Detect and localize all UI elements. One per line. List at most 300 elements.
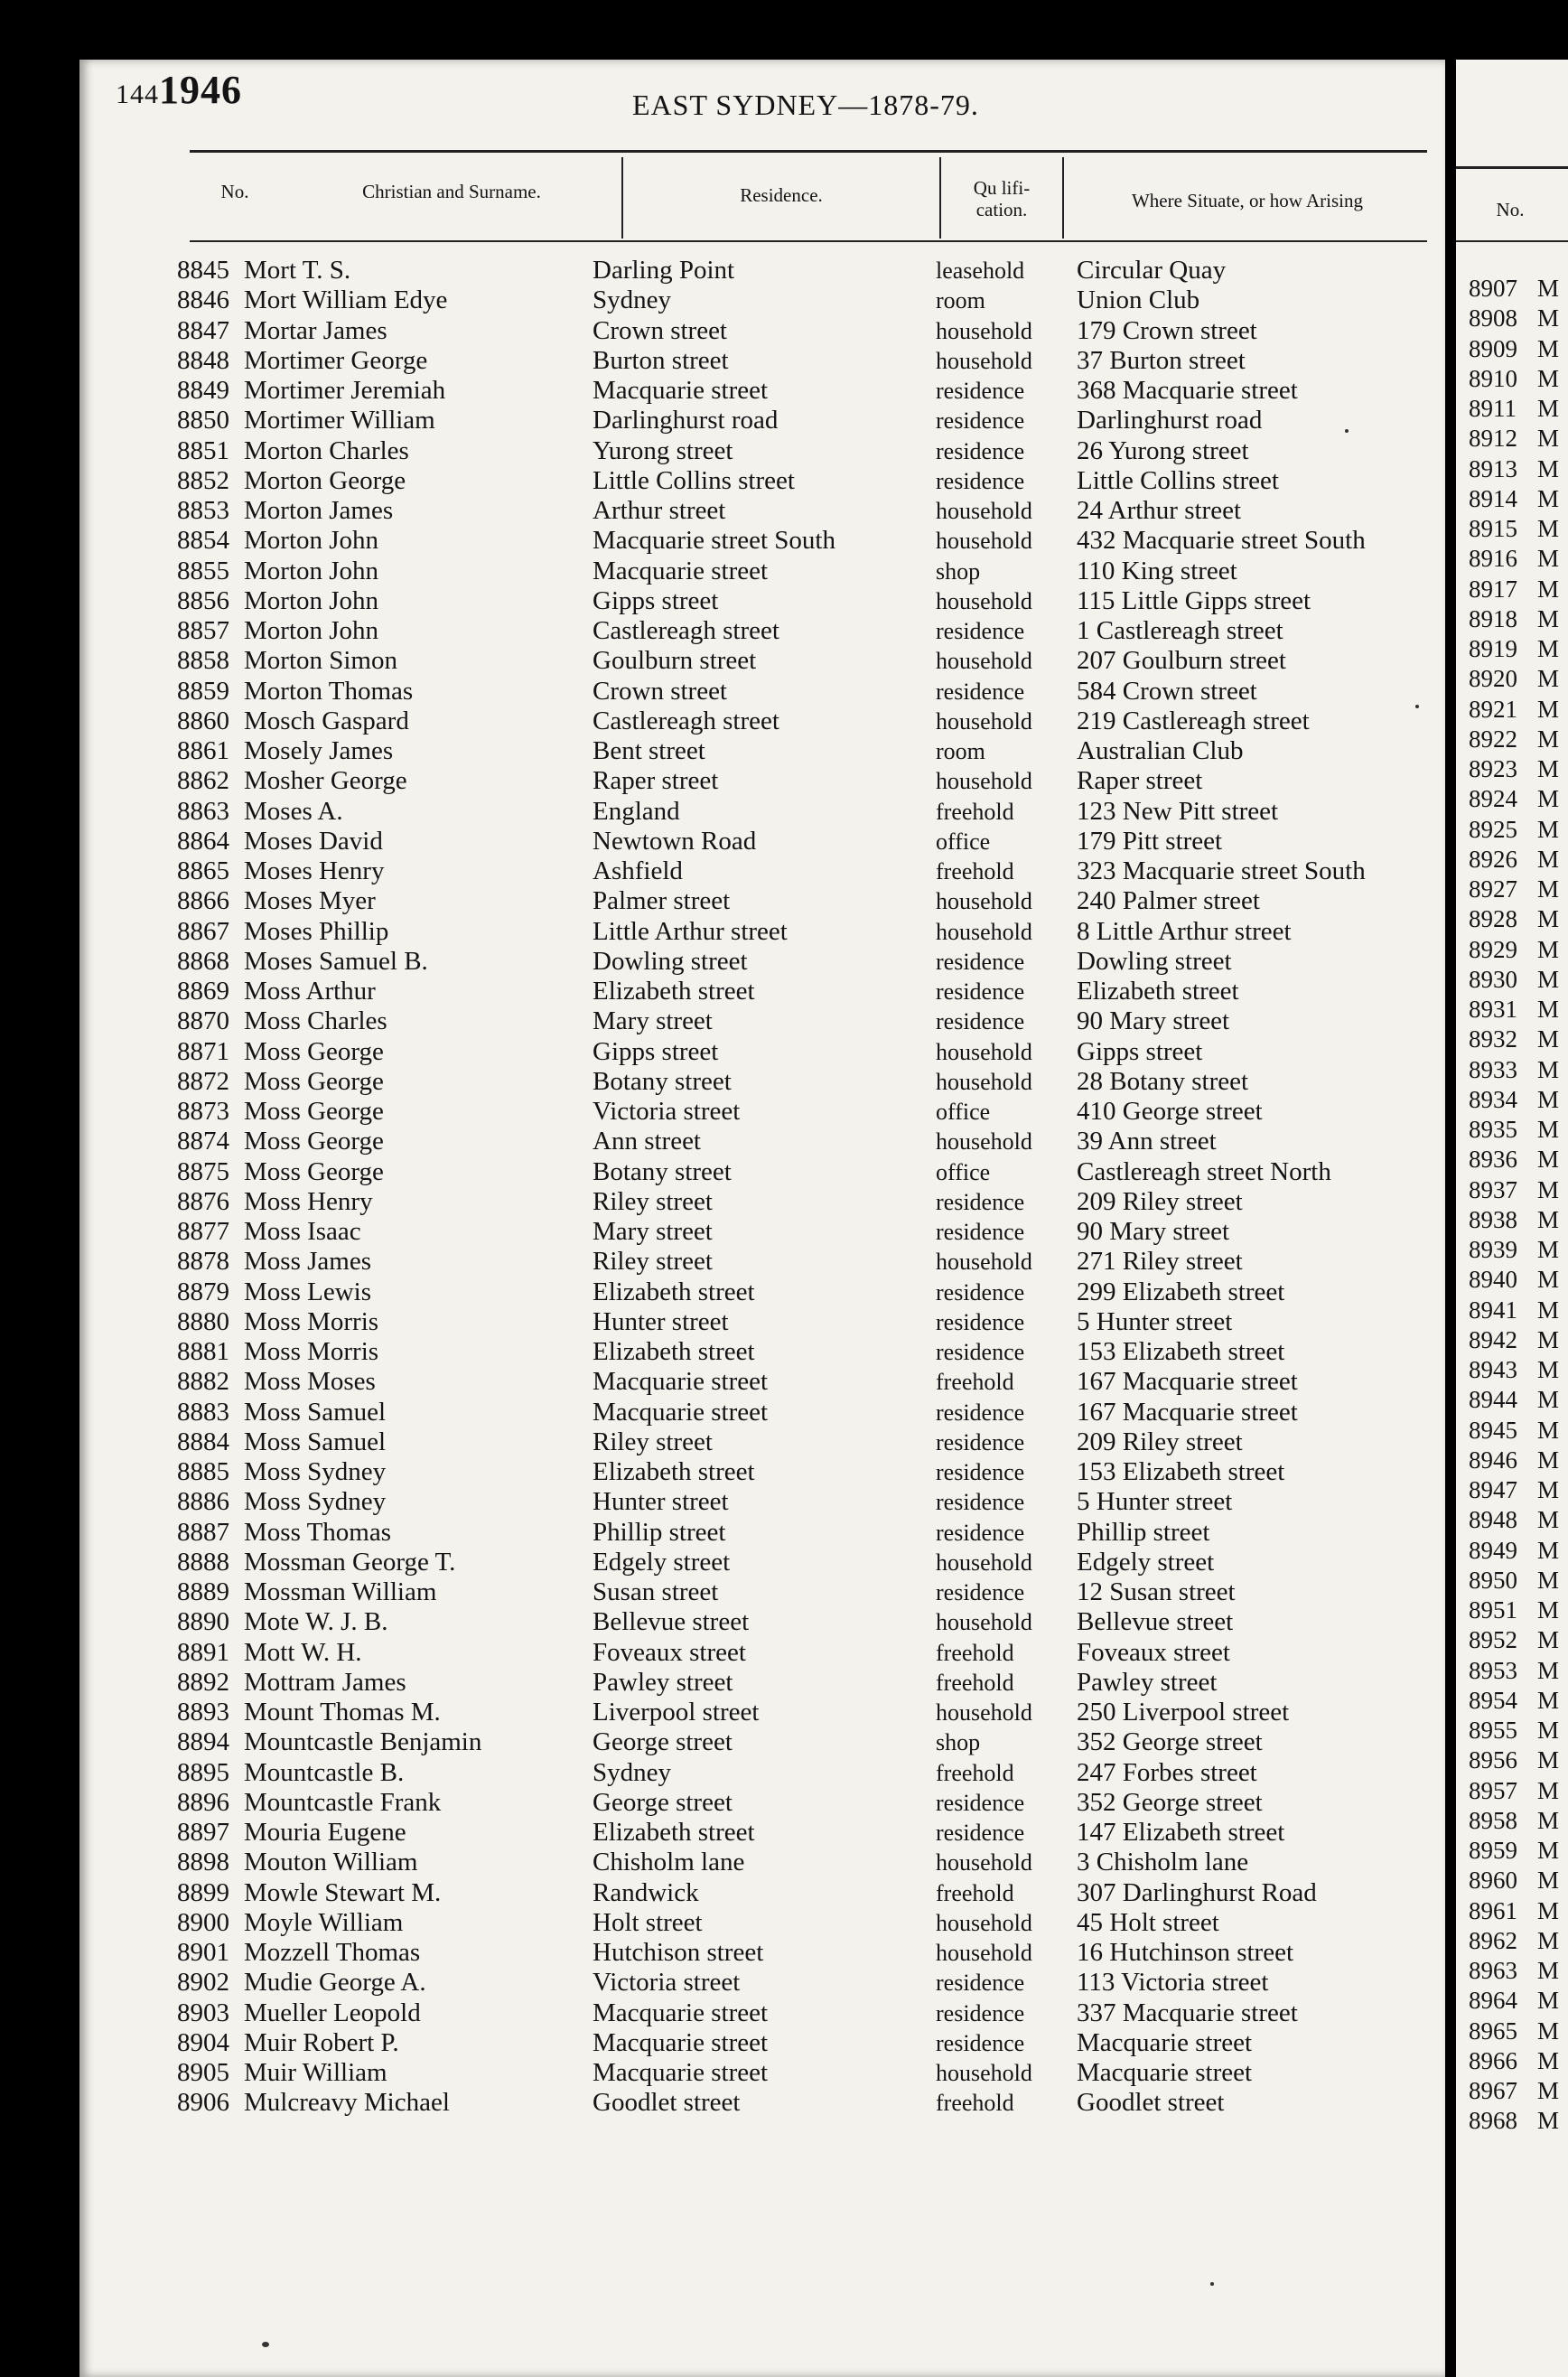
next-page-entry-number: 8927 (1469, 875, 1517, 903)
entry-where: Macquarie street (1077, 2058, 1253, 2087)
entry-qualification: residence (936, 1519, 1025, 1546)
register-entry (0, 1998, 1445, 2028)
entry-qualification: shop (936, 557, 981, 585)
next-page-entry-initial: M (1537, 1626, 1560, 1654)
next-page-entry-number: 8947 (1469, 1476, 1517, 1503)
ink-speck (262, 2342, 269, 2347)
register-entry (0, 1668, 1445, 1698)
entry-name: Moss Moses (244, 1367, 376, 1397)
next-page-entry-initial: M (1537, 1596, 1560, 1624)
entry-qualification: residence (936, 437, 1025, 464)
entry-qualification: freehold (936, 858, 1014, 884)
next-page-entry-number: 8940 (1469, 1266, 1517, 1294)
entry-where: 432 Macquarie street South (1077, 526, 1366, 556)
column-header-no: No. (220, 181, 249, 202)
entry-where: 113 Victoria street (1077, 1968, 1269, 1998)
entry-where: 247 Forbes street (1077, 1757, 1257, 1787)
register-entry (0, 1157, 1445, 1187)
entry-number: 8869 (177, 977, 229, 1006)
entry-residence: Randwick (593, 1877, 699, 1907)
next-page-entry-initial: M (1537, 755, 1560, 782)
entry-where: Little Collins street (1077, 465, 1279, 495)
register-entry (0, 1006, 1445, 1036)
entry-residence: Elizabeth street (593, 977, 755, 1006)
next-page-entry-number: 8963 (1469, 1957, 1517, 1984)
entry-where: 337 Macquarie street (1077, 1998, 1298, 2027)
next-page-entry-number: 8910 (1469, 364, 1517, 392)
entry-residence: George street (593, 1727, 733, 1757)
entry-name: Mosch Gaspard (244, 706, 409, 735)
next-page-entry-number: 8942 (1469, 1325, 1517, 1353)
register-entry (0, 2088, 1445, 2118)
next-page-entry-initial: M (1537, 965, 1560, 993)
entry-residence: Ashfield (593, 856, 683, 885)
next-page-entry-number: 8933 (1469, 1055, 1517, 1083)
register-entry (0, 557, 1445, 586)
entry-residence: Hutchison street (593, 1938, 764, 1967)
entry-name: Moss Thomas (244, 1517, 392, 1547)
register-entry (0, 1337, 1445, 1367)
entry-residence: Mary street (593, 1217, 713, 1246)
entry-number: 8906 (177, 2088, 229, 2118)
entry-qualification: household (936, 498, 1032, 524)
entry-where: 271 Riley street (1077, 1247, 1243, 1277)
entry-name: Morton George (244, 465, 406, 495)
entry-where: 219 Castlereagh street (1077, 706, 1310, 735)
entry-where: 299 Elizabeth street (1077, 1277, 1285, 1306)
register-entry (0, 977, 1445, 1006)
entry-residence: Hunter street (593, 1487, 729, 1517)
entry-qualification: residence (936, 1489, 1025, 1516)
entry-name: Moss Sydney (244, 1487, 387, 1517)
entry-number: 8849 (177, 376, 229, 405)
register-entry (0, 1367, 1445, 1397)
next-page-entry-number: 8961 (1469, 1896, 1517, 1924)
entry-where: 410 George street (1077, 1097, 1263, 1126)
next-page-entry-initial: M (1537, 1896, 1560, 1924)
next-page-entry-initial: M (1537, 425, 1560, 453)
register-entry (0, 1187, 1445, 1217)
entry-qualification: household (936, 707, 1032, 735)
entry-number: 8872 (177, 1066, 229, 1096)
entry-number: 8856 (177, 585, 229, 615)
register-entry (0, 436, 1445, 466)
entry-number: 8863 (177, 796, 229, 826)
entry-number: 8891 (177, 1637, 229, 1667)
entry-residence: George street (593, 1787, 733, 1817)
next-page-entry-initial: M (1537, 1205, 1560, 1233)
next-page-entry-initial: M (1537, 1416, 1560, 1444)
entry-name: Morton Charles (244, 435, 409, 465)
entry-qualification: residence (936, 678, 1025, 705)
register-entry (0, 886, 1445, 916)
register-entry (0, 1067, 1445, 1097)
next-page-entry-initial: M (1537, 785, 1560, 813)
register-entry (0, 1577, 1445, 1607)
entry-name: Moss Samuel (244, 1397, 387, 1427)
entry-residence: Macquarie street (593, 2058, 769, 2087)
entry-where: Bellevue street (1077, 1607, 1234, 1637)
entry-number: 8882 (177, 1367, 229, 1397)
entry-where: 209 Riley street (1077, 1427, 1243, 1456)
header-divider-2 (939, 157, 941, 239)
entry-number: 8898 (177, 1848, 229, 1877)
entry-residence: Bent street (593, 736, 705, 765)
next-page-entry-number: 8959 (1469, 1837, 1517, 1864)
entry-qualification: freehold (936, 798, 1014, 825)
next-page-entry-number: 8958 (1469, 1806, 1517, 1834)
entry-number: 8851 (177, 435, 229, 465)
next-page-entry-number: 8935 (1469, 1116, 1517, 1143)
entry-residence: Castlereagh street (593, 706, 779, 735)
entry-number: 8883 (177, 1397, 229, 1427)
entry-name: Moss Sydney (244, 1457, 387, 1486)
next-page-entry-number: 8957 (1469, 1776, 1517, 1804)
entry-name: Mortar James (244, 315, 387, 345)
entry-where: 12 Susan street (1077, 1577, 1236, 1606)
next-page-entry-number: 8922 (1469, 725, 1517, 753)
entry-name: Mountcastle Benjamin (244, 1727, 482, 1757)
next-page-entry-number: 8908 (1469, 304, 1517, 332)
next-page-header-rule (1456, 240, 1568, 242)
entry-where: 90 Mary street (1077, 1217, 1230, 1246)
entry-where: 26 Yurong street (1077, 435, 1249, 465)
entry-name: Mozzell Thomas (244, 1938, 421, 1967)
register-entry (0, 1247, 1445, 1277)
next-page-entry-initial: M (1537, 1867, 1560, 1895)
entry-where: 207 Goulburn street (1077, 646, 1286, 676)
entry-name: Moss George (244, 1127, 384, 1156)
entry-qualification: household (936, 317, 1032, 344)
register-entry (0, 2058, 1445, 2088)
entry-name: Moss Isaac (244, 1217, 361, 1246)
entry-residence: Castlereagh street (593, 616, 779, 645)
entry-residence: Dowling street (593, 946, 748, 976)
next-page-entry-initial: M (1537, 1356, 1560, 1383)
column-header-residence: Residence. (740, 184, 823, 206)
next-page-entry-initial: M (1537, 1746, 1560, 1774)
next-page-entry-initial: M (1537, 364, 1560, 392)
register-entry (0, 677, 1445, 707)
next-page-entry-number: 8915 (1469, 515, 1517, 542)
entry-qualification: household (936, 1549, 1032, 1576)
next-page-entry-initial: M (1537, 1296, 1560, 1324)
entry-qualification: residence (936, 407, 1025, 435)
entry-name: Mulcreavy Michael (244, 2088, 450, 2118)
entry-qualification: household (936, 1249, 1032, 1276)
entry-where: 3 Chisholm lane (1077, 1848, 1249, 1877)
register-entry (0, 1938, 1445, 1968)
next-page-entry-initial: M (1537, 1446, 1560, 1474)
entry-qualification: freehold (936, 1669, 1014, 1696)
entry-residence: Palmer street (593, 886, 731, 916)
entry-qualification: household (936, 648, 1032, 675)
entry-number: 8854 (177, 526, 229, 556)
entry-qualification: residence (936, 978, 1025, 1005)
entry-number: 8857 (177, 616, 229, 645)
entry-qualification: residence (936, 1188, 1025, 1215)
next-page-entry-number: 8923 (1469, 755, 1517, 782)
entry-where: 5 Hunter street (1077, 1487, 1233, 1517)
register-entry (0, 856, 1445, 886)
entry-name: Moss Samuel (244, 1427, 387, 1456)
next-page-entry-number: 8920 (1469, 665, 1517, 693)
register-entry (0, 1968, 1445, 1998)
entry-name: Moses Samuel B. (244, 946, 428, 976)
next-page-entry-number: 8953 (1469, 1656, 1517, 1684)
next-page-entry-number: 8938 (1469, 1205, 1517, 1233)
entry-residence: Elizabeth street (593, 1818, 755, 1847)
next-page-entry-initial: M (1537, 1236, 1560, 1263)
next-page-entry-number: 8930 (1469, 965, 1517, 993)
next-page-entry-initial: M (1537, 1987, 1560, 2015)
entry-residence: Darlinghurst road (593, 406, 779, 435)
entry-number: 8861 (177, 736, 229, 765)
next-page-entry-initial: M (1537, 1506, 1560, 1534)
column-header-name: Christian and Surname. (362, 181, 541, 202)
entry-name: Mort T. S. (244, 256, 351, 285)
entry-where: 24 Arthur street (1077, 496, 1242, 525)
entry-qualification: residence (936, 378, 1025, 404)
entry-residence: England (593, 796, 680, 826)
entry-where: 147 Elizabeth street (1077, 1818, 1285, 1847)
entry-where: 5 Hunter street (1077, 1306, 1233, 1336)
column-header-where: Where Situate, or how Arising (1131, 190, 1364, 211)
register-entry (0, 1127, 1445, 1156)
next-page-entry-number: 8917 (1469, 575, 1517, 603)
register-entry (0, 406, 1445, 435)
register-entry (0, 466, 1445, 496)
entry-where: 8 Little Arthur street (1077, 916, 1292, 946)
next-page-entry-number: 8960 (1469, 1867, 1517, 1895)
next-page-entry-initial: M (1537, 454, 1560, 482)
next-page-entry-initial: M (1537, 1386, 1560, 1414)
next-page-entry-initial: M (1537, 935, 1560, 963)
entry-qualification: residence (936, 1820, 1025, 1846)
next-page-entry-initial: M (1537, 2046, 1560, 2074)
entry-qualification: residence (936, 1339, 1025, 1365)
next-page-entry-number: 8918 (1469, 604, 1517, 632)
entry-residence: Gipps street (593, 1036, 719, 1066)
entry-number: 8871 (177, 1036, 229, 1066)
entry-residence: Foveaux street (593, 1637, 746, 1667)
header-bottom-rule (190, 240, 1427, 242)
register-entry (0, 1848, 1445, 1877)
entry-name: Moses Phillip (244, 916, 389, 946)
register-entry (0, 1878, 1445, 1908)
entry-residence: Hunter street (593, 1306, 729, 1336)
entry-residence: Yurong street (593, 435, 733, 465)
ink-speck (1210, 2282, 1214, 2286)
entry-number: 8848 (177, 345, 229, 375)
entry-name: Mort William Edye (244, 285, 448, 315)
entry-qualification: household (936, 1038, 1032, 1065)
entry-residence: Little Collins street (593, 465, 795, 495)
entry-name: Mottram James (244, 1667, 406, 1697)
register-entry (0, 285, 1445, 315)
entry-name: Moss Lewis (244, 1277, 371, 1306)
next-page-entry-initial: M (1537, 1717, 1560, 1744)
next-page-entry-initial: M (1537, 545, 1560, 573)
entry-name: Mortimer William (244, 406, 435, 435)
entry-name: Mudie George A. (244, 1968, 426, 1998)
next-page-entry-number: 8931 (1469, 996, 1517, 1023)
next-page-entry-initial: M (1537, 515, 1560, 542)
entry-where: Dowling street (1077, 946, 1232, 976)
next-page-entry-number: 8956 (1469, 1746, 1517, 1774)
entry-qualification: residence (936, 1999, 1025, 2026)
entry-name: Mount Thomas M. (244, 1698, 441, 1727)
entry-where: 167 Macquarie street (1077, 1367, 1298, 1397)
entry-where: 352 George street (1077, 1787, 1263, 1817)
next-page-entry-initial: M (1537, 725, 1560, 753)
entry-qualification: freehold (936, 1879, 1014, 1906)
entry-name: Mountcastle B. (244, 1757, 405, 1787)
entry-name: Morton John (244, 526, 379, 556)
next-page-entry-initial: M (1537, 1837, 1560, 1864)
entry-residence: Holt street (593, 1907, 703, 1937)
entry-where: Pawley street (1077, 1667, 1218, 1697)
entry-qualification: residence (936, 1579, 1025, 1605)
entry-residence: Ann street (593, 1127, 701, 1156)
entry-qualification: residence (936, 1789, 1025, 1816)
entry-number: 8897 (177, 1818, 229, 1847)
entry-residence: Elizabeth street (593, 1457, 755, 1486)
next-page-entry-number: 8913 (1469, 454, 1517, 482)
next-page-top-rule (1456, 166, 1568, 169)
entry-qualification: household (936, 1068, 1032, 1095)
entry-qualification: residence (936, 948, 1025, 975)
entry-qualification: freehold (936, 1369, 1014, 1396)
entry-number: 8870 (177, 1006, 229, 1036)
entry-name: Mouria Eugene (244, 1818, 406, 1847)
entry-name: Mosher George (244, 766, 407, 796)
register-entry (0, 1427, 1445, 1457)
next-page-entry-number: 8950 (1469, 1566, 1517, 1594)
next-page-entry-initial: M (1537, 1536, 1560, 1564)
next-page-entry-initial: M (1537, 996, 1560, 1023)
entry-number: 8876 (177, 1186, 229, 1216)
next-page-entry-number: 8965 (1469, 2017, 1517, 2045)
next-page-entry-initial: M (1537, 1566, 1560, 1594)
entry-name: Mott W. H. (244, 1637, 362, 1667)
entry-qualification: household (936, 528, 1032, 555)
register-entry (0, 2028, 1445, 2058)
next-page-entry-number: 8941 (1469, 1296, 1517, 1324)
next-page-entry-initial: M (1537, 575, 1560, 603)
entry-residence: Macquarie street (593, 1998, 769, 2027)
entry-name: Moses A. (244, 796, 343, 826)
entry-residence: Elizabeth street (593, 1337, 755, 1366)
entry-qualification: residence (936, 2029, 1025, 2056)
next-page-entry-initial: M (1537, 1116, 1560, 1143)
register-entry (0, 707, 1445, 736)
entry-residence: Burton street (593, 345, 729, 375)
next-page-entry-initial: M (1537, 635, 1560, 662)
entry-number: 8865 (177, 856, 229, 885)
entry-qualification: residence (936, 1008, 1025, 1035)
entry-name: Moss Charles (244, 1006, 387, 1036)
entry-name: Mouton William (244, 1848, 418, 1877)
next-page-entry-number: 8936 (1469, 1146, 1517, 1174)
entry-residence: Macquarie street (593, 376, 769, 405)
entry-name: Mossman George T. (244, 1547, 456, 1577)
entry-name: Mueller Leopold (244, 1998, 421, 2027)
register-entry (0, 526, 1445, 556)
entry-where: 16 Hutchinson street (1077, 1938, 1294, 1967)
next-page-entry-initial: M (1537, 1146, 1560, 1174)
entry-name: Moss George (244, 1066, 384, 1096)
entry-residence: Victoria street (593, 1968, 741, 1998)
entry-qualification: residence (936, 1219, 1025, 1245)
page-number (116, 67, 242, 113)
entry-residence: Raper street (593, 766, 719, 796)
entry-qualification: office (936, 828, 991, 855)
register-entry (0, 1727, 1445, 1757)
entry-name: Moss Arthur (244, 977, 376, 1006)
entry-number: 8888 (177, 1547, 229, 1577)
register-entry (0, 1037, 1445, 1067)
entry-qualification: freehold (936, 1759, 1014, 1786)
next-page-entry-initial: M (1537, 2077, 1560, 2104)
entry-where: Union Club (1077, 285, 1200, 315)
entry-qualification: room (936, 738, 985, 764)
next-page-entry-initial: M (1537, 1266, 1560, 1294)
next-page-entry-number: 8964 (1469, 1987, 1517, 2015)
entry-number: 8847 (177, 315, 229, 345)
next-page-entry-initial: M (1537, 695, 1560, 723)
entry-residence: Sydney (593, 1757, 671, 1787)
entry-residence: Goodlet street (593, 2088, 741, 2118)
next-page-entry-number: 8939 (1469, 1236, 1517, 1263)
entry-residence: Gipps street (593, 585, 719, 615)
entry-name: Mortimer Jeremiah (244, 376, 446, 405)
next-page-entry-initial: M (1537, 334, 1560, 362)
entry-where: Australian Club (1077, 736, 1244, 765)
next-page-entry-initial: M (1537, 1686, 1560, 1714)
entry-number: 8902 (177, 1968, 229, 1998)
ink-speck (1345, 429, 1349, 433)
entry-number: 8903 (177, 1998, 229, 2027)
next-page-entry-number: 8946 (1469, 1446, 1517, 1474)
entry-where: 307 Darlinghurst Road (1077, 1877, 1317, 1907)
next-page-entry-number: 8911 (1469, 395, 1517, 422)
register-entry (0, 947, 1445, 977)
register-entry (0, 1788, 1445, 1818)
entry-qualification: household (936, 1849, 1032, 1876)
entry-number: 8862 (177, 766, 229, 796)
next-page-entry-number: 8912 (1469, 425, 1517, 453)
next-page-entry-initial: M (1537, 604, 1560, 632)
register-entry (0, 797, 1445, 827)
entry-number: 8873 (177, 1097, 229, 1126)
entry-qualification: freehold (936, 1639, 1014, 1666)
next-page-entry-number: 8916 (1469, 545, 1517, 573)
entry-qualification: household (936, 2060, 1032, 2086)
next-page-entry-number: 8943 (1469, 1356, 1517, 1383)
next-page-entry-initial: M (1537, 484, 1560, 512)
entry-where: Goodlet street (1077, 2088, 1225, 2118)
entry-name: Muir Robert P. (244, 2027, 399, 2057)
next-page-entry-initial: M (1537, 1175, 1560, 1203)
entry-name: Mote W. J. B. (244, 1607, 388, 1637)
entry-where: 39 Ann street (1077, 1127, 1217, 1156)
entry-where: 584 Crown street (1077, 676, 1257, 706)
register-entry (0, 586, 1445, 616)
next-page-entry-number: 8937 (1469, 1175, 1517, 1203)
next-page-entry-number: 8924 (1469, 785, 1517, 813)
register-entry (0, 376, 1445, 406)
